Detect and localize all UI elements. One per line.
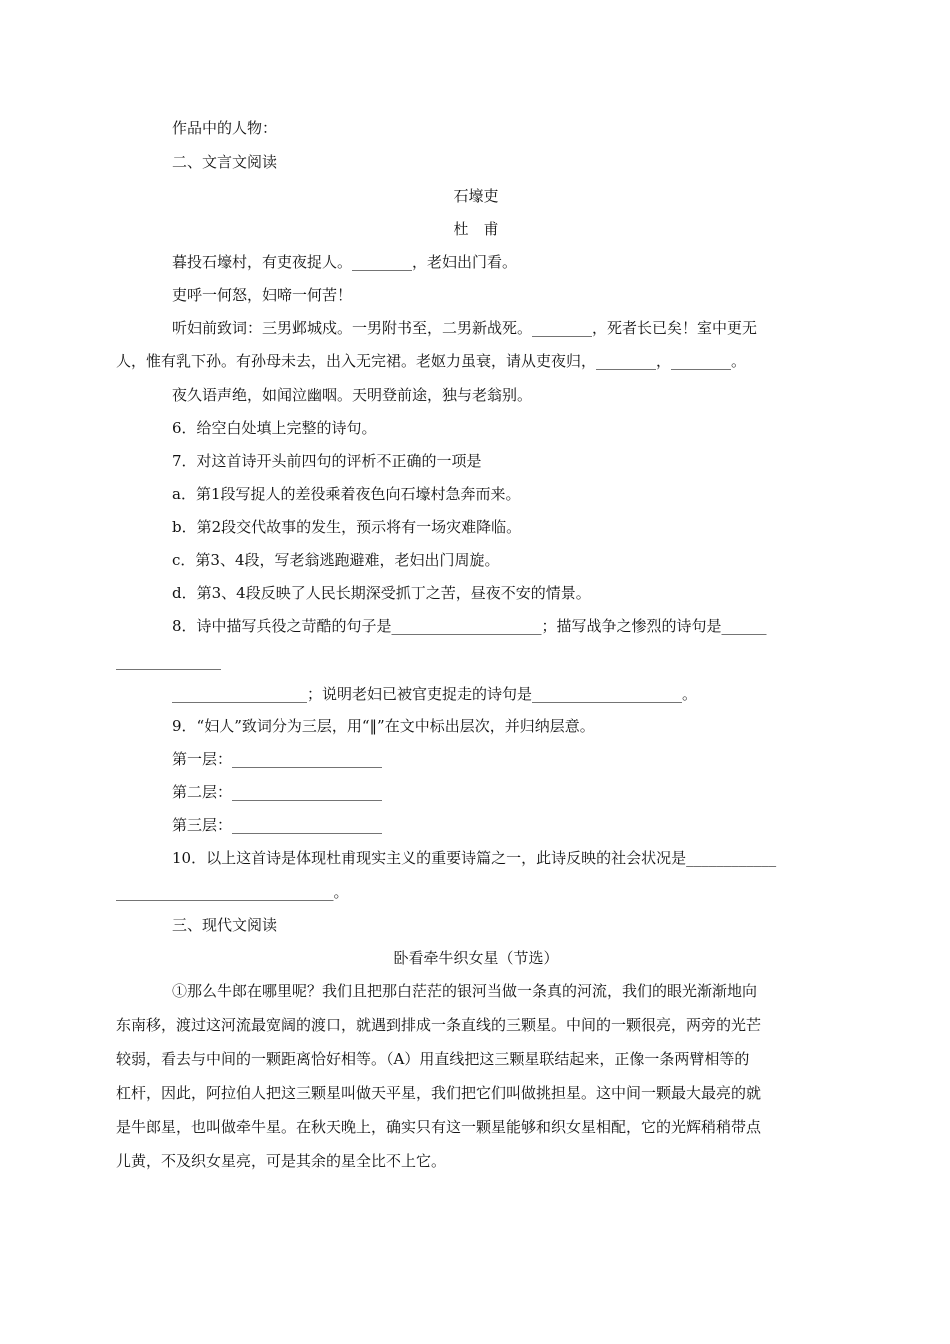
text-line-characters: 作品中的人物： (172, 119, 278, 137)
question-7: 7．对这首诗开头前四句的评析不正确的一项是 (172, 452, 482, 470)
poem-line: 听妇前致词：三男邺城戍。一男附书至，二男新战死。________，死者长已矣！室中更无 (172, 319, 758, 337)
layer-3-blank: 第三层：____________________ (172, 816, 383, 834)
question-6: 6．给空白处填上完整的诗句。 (172, 419, 377, 437)
passage-line: 是牛郎星，也叫做牵牛星。在秋天晚上，确实只有这一颗星能够和织女星相配，它的光辉稍稍带点 (116, 1118, 762, 1136)
layer-1-blank: 第一层：____________________ (172, 750, 383, 768)
option-b: b．第2段交代故事的发生，预示将有一场灾难降临。 (172, 518, 522, 536)
passage-title: 卧看牵牛织女星（节选） (393, 949, 559, 967)
option-a: a．第1段写捉人的差役乘着夜色向石壕村急奔而来。 (172, 485, 521, 503)
option-d: d．第3、4段反映了人民长期深受抓丁之苦，昼夜不安的情景。 (172, 584, 591, 602)
poem-title: 石壕吏 (453, 187, 499, 205)
section-heading-classical: 二、文言文阅读 (172, 153, 278, 171)
question-8-continued: __________________；说明老妇已被官吏捉走的诗句是____________________。 (172, 685, 698, 703)
question-8: 8．诗中描写兵役之苛酷的句子是____________________；描写战争之惨烈的诗句是______ (172, 617, 767, 635)
poem-line: 吏呼一何怒，妇啼一何苦！ (172, 286, 353, 304)
option-c: c．第3、4段，写老翁逃跑避难，老妇出门周旋。 (172, 551, 500, 569)
poem-line: 夜久语声绝，如闻泣幽咽。天明登前途，独与老翁别。 (172, 386, 533, 404)
layer-2-blank: 第二层：____________________ (172, 783, 383, 801)
poem-line: 人，惟有乳下孙。有孙母未去，出入无完裙。老妪力虽衰，请从吏夜归，________，________。 (116, 352, 747, 370)
question-10: 10．以上这首诗是体现杜甫现实主义的重要诗篇之一，此诗反映的社会状况是____________ (172, 849, 777, 867)
question-9: 9．“妇人”致词分为三层，用“‖”在文中标出层次，并归纳层意。 (172, 717, 595, 735)
poem-line: 暮投石壕村，有吏夜捉人。________，老妇出门看。 (172, 253, 518, 271)
passage-line: ①那么牛郎在哪里呢？我们且把那白茫茫的银河当做一条真的河流，我们的眼光渐渐地向 (172, 982, 758, 1000)
section-heading-modern: 三、现代文阅读 (172, 916, 278, 934)
answer-blank: ______________ (116, 652, 221, 670)
passage-line: 儿黄，不及织女星亮，可是其余的星全比不上它。 (116, 1152, 447, 1170)
question-10-continued: _____________________________。 (116, 883, 349, 901)
poem-author: 杜 甫 (453, 220, 499, 238)
passage-line: 东南移，渡过这河流最宽阔的渡口，就遇到排成一条直线的三颗星。中间的一颗很亮，两旁的光芒 (116, 1016, 762, 1034)
passage-line: 杠杆，因此，阿拉伯人把这三颗星叫做天平星，我们把它们叫做挑担星。这中间一颗最大最亮的就 (116, 1084, 762, 1102)
passage-line: 较弱，看去与中间的一颗距离恰好相等。（A）用直线把这三颗星联结起来，正像一条两臂相等的 (116, 1050, 750, 1068)
